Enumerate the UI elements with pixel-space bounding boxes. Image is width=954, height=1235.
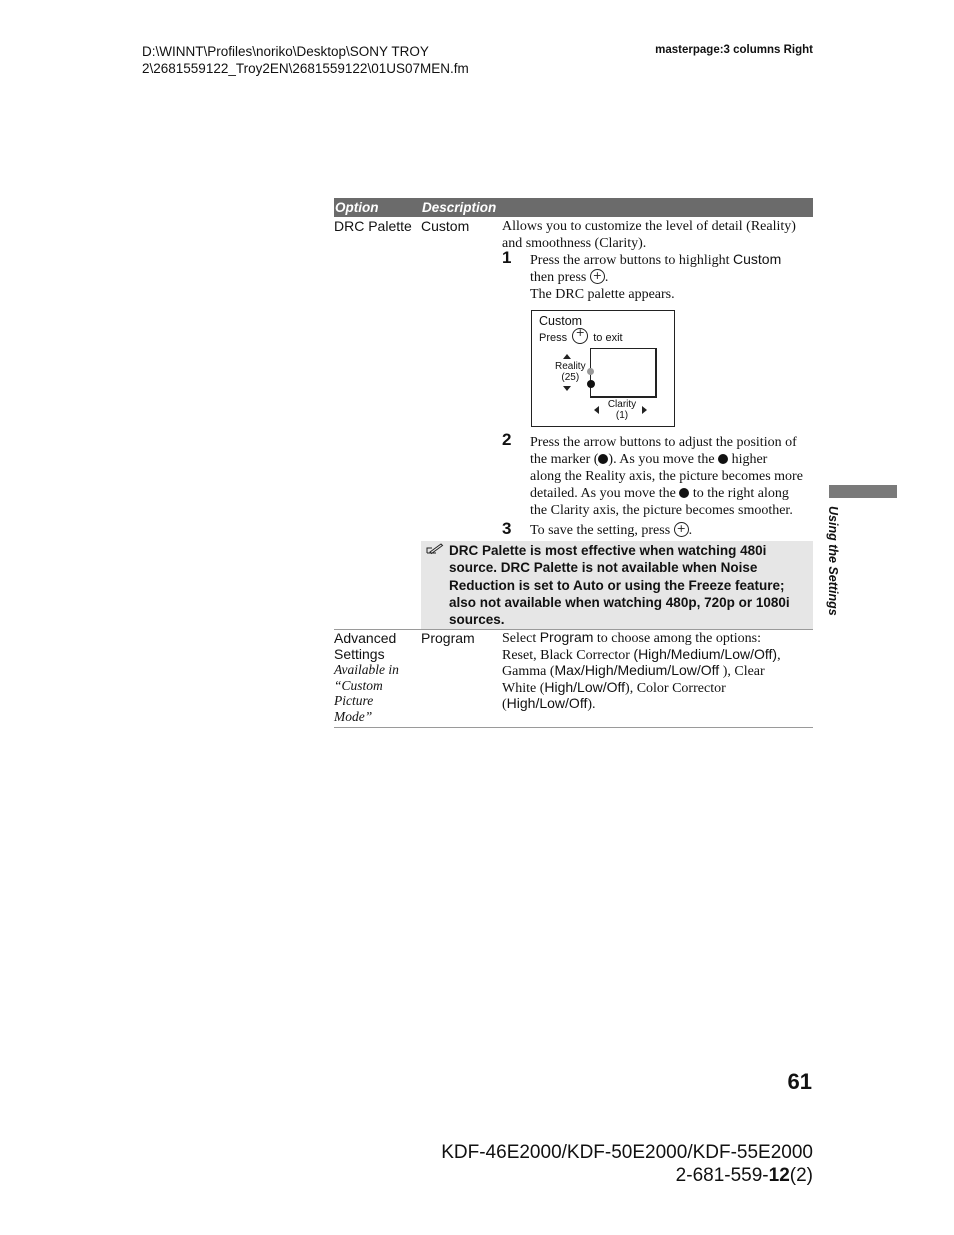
advanced-label-2: Settings: [334, 646, 385, 662]
header-description: Description: [422, 200, 497, 215]
enter-button-icon: [674, 522, 689, 537]
adv-line-4a: White (: [502, 680, 545, 696]
page-number: 61: [787, 1069, 812, 1094]
palette-title: Custom: [539, 314, 583, 328]
step-1-term-custom: Custom: [733, 251, 782, 267]
arrow-left-icon: [594, 406, 599, 414]
drc-intro: [502, 218, 812, 252]
part-code-prefix: 2-681-559-: [675, 1165, 769, 1186]
file-path-line-1: D:\WINNT\Profiles\noriko\Desktop\SONY TROY: [142, 44, 429, 59]
adv-line-3a: Gamma (: [502, 664, 555, 680]
section-tab-label: [826, 506, 844, 636]
adv-term-black-corrector: (High/Medium/Low/Off): [633, 645, 778, 662]
adv-line-3b: ), Clear: [722, 664, 765, 680]
file-path-line-2: 2\2681559122_Troy2EN\2681559122\01US07MEN.fm: [142, 61, 469, 76]
note-line-2: source. DRC Palette is not available when Noise: [449, 560, 758, 576]
clarity-value: (1): [615, 410, 629, 421]
palette-instruction: [539, 328, 623, 344]
part-code: [441, 1164, 813, 1187]
table-header-row: [334, 198, 813, 217]
note-line-1: DRC Palette is most effective when watching 480i: [449, 543, 767, 558]
step-1-line-2: then press: [530, 270, 587, 285]
step-2-line-2a: the marker (: [530, 452, 599, 467]
note-text: [449, 542, 807, 628]
marker-dot-icon: [718, 454, 728, 464]
step-3-period: .: [688, 523, 693, 538]
header-option: Option: [335, 200, 379, 215]
adv-term-clear-white: High/Low/Off: [544, 678, 626, 695]
option-advanced-settings: [334, 630, 396, 662]
note-line-4: also not available when watching 480p, 720p or 1080i: [449, 594, 790, 610]
drc-intro-line-2: and smoothness (Clarity).: [502, 236, 647, 251]
previous-marker-icon: [587, 368, 594, 375]
adv-line-4b: ), Color Corrector: [625, 680, 726, 696]
step-3-line: To save the setting, press: [530, 523, 671, 538]
note-pencil-icon: [426, 543, 444, 555]
note-line-5: sources.: [449, 612, 505, 628]
step-2-line-3: along the Reality axis, the picture becomes more: [530, 469, 803, 484]
palette-press-label: Press: [539, 332, 568, 344]
step-3-text: [530, 522, 812, 539]
advanced-description: [502, 630, 812, 713]
section-tab-text: Using the Settings: [826, 506, 840, 616]
availability-line-3: Picture: [334, 693, 374, 709]
file-path-header: [142, 43, 469, 77]
step-2-text: [530, 434, 812, 519]
adv-term-program: Program: [539, 629, 594, 645]
marker-dot-icon: [598, 454, 608, 464]
step-2-line-2c: higher: [731, 452, 768, 467]
drc-intro-line-1: Allows you to customize the level of detail (Reality): [502, 219, 796, 234]
reality-axis-label: [555, 361, 586, 383]
table-bottom-rule: [334, 727, 813, 728]
adv-line-5a: (: [502, 697, 507, 713]
step-1-line-3: The DRC palette appears.: [530, 287, 675, 302]
adv-line-5b: ).: [587, 697, 596, 713]
note-box: [421, 541, 813, 629]
palette-grid: [590, 348, 657, 398]
part-code-suffix: (2): [789, 1165, 813, 1186]
section-tab-marker: [829, 485, 897, 498]
step-2-line-4b: to the right along: [692, 486, 789, 501]
advanced-label-1: Advanced: [334, 630, 397, 646]
adv-term-color-corrector: High/Low/Off: [506, 695, 588, 712]
availability-line-1: Available in: [334, 662, 399, 677]
reality-label: Reality: [555, 361, 586, 372]
arrow-up-icon: [563, 354, 571, 359]
adv-line-2b: ,: [777, 647, 781, 663]
arrow-right-icon: [642, 406, 647, 414]
step-1-number: 1: [502, 248, 512, 267]
availability-line-2: “Custom: [334, 677, 383, 693]
adv-term-gamma: Max/High/Medium/Low/Off: [554, 662, 720, 679]
settings-table: [334, 198, 813, 217]
step-1-line-1: Press the arrow buttons to highlight: [530, 253, 730, 268]
palette-exit-label: to exit: [593, 332, 623, 344]
step-2-line-4a: detailed. As you move the: [530, 486, 676, 501]
step-1-period: .: [604, 270, 609, 285]
reality-value: (25): [561, 372, 580, 383]
marker-dot-icon: [679, 488, 689, 498]
enter-button-icon: [590, 269, 605, 284]
step-2-number: 2: [502, 430, 512, 449]
step-2-line-1: Press the arrow buttons to adjust the position of: [530, 435, 797, 450]
note-line-3: Reduction is set to Auto or using the Freeze feature;: [449, 577, 785, 593]
model-numbers: KDF-46E2000/KDF-50E2000/KDF-55E2000: [441, 1142, 813, 1163]
arrow-down-icon: [563, 386, 571, 391]
masterpage-label: masterpage:3 columns Right: [655, 44, 813, 56]
step-3-number: 3: [502, 519, 512, 538]
availability-note: [334, 662, 399, 725]
clarity-label: Clarity: [607, 399, 637, 410]
step-2-line-2b: ). As you move the: [608, 452, 715, 467]
adv-line-1b: to choose among the options:: [596, 631, 761, 646]
adv-line-2a: Reset, Black Corrector: [502, 647, 630, 663]
model-footer: [441, 1141, 813, 1187]
clarity-axis-label: [604, 399, 640, 421]
value-custom: Custom: [421, 218, 470, 234]
value-program: Program: [421, 630, 475, 646]
availability-line-4: Mode”: [334, 709, 373, 725]
step-1-text: [530, 251, 812, 303]
option-drc-palette: DRC Palette: [334, 218, 412, 234]
adv-line-1a: Select: [502, 631, 537, 646]
part-code-revision: 12: [768, 1165, 790, 1186]
step-2-line-5: the Clarity axis, the picture becomes smoother.: [530, 503, 793, 518]
enter-button-icon: [572, 328, 588, 344]
drc-palette-diagram: [531, 310, 675, 427]
marker-dot-icon: [587, 380, 595, 388]
